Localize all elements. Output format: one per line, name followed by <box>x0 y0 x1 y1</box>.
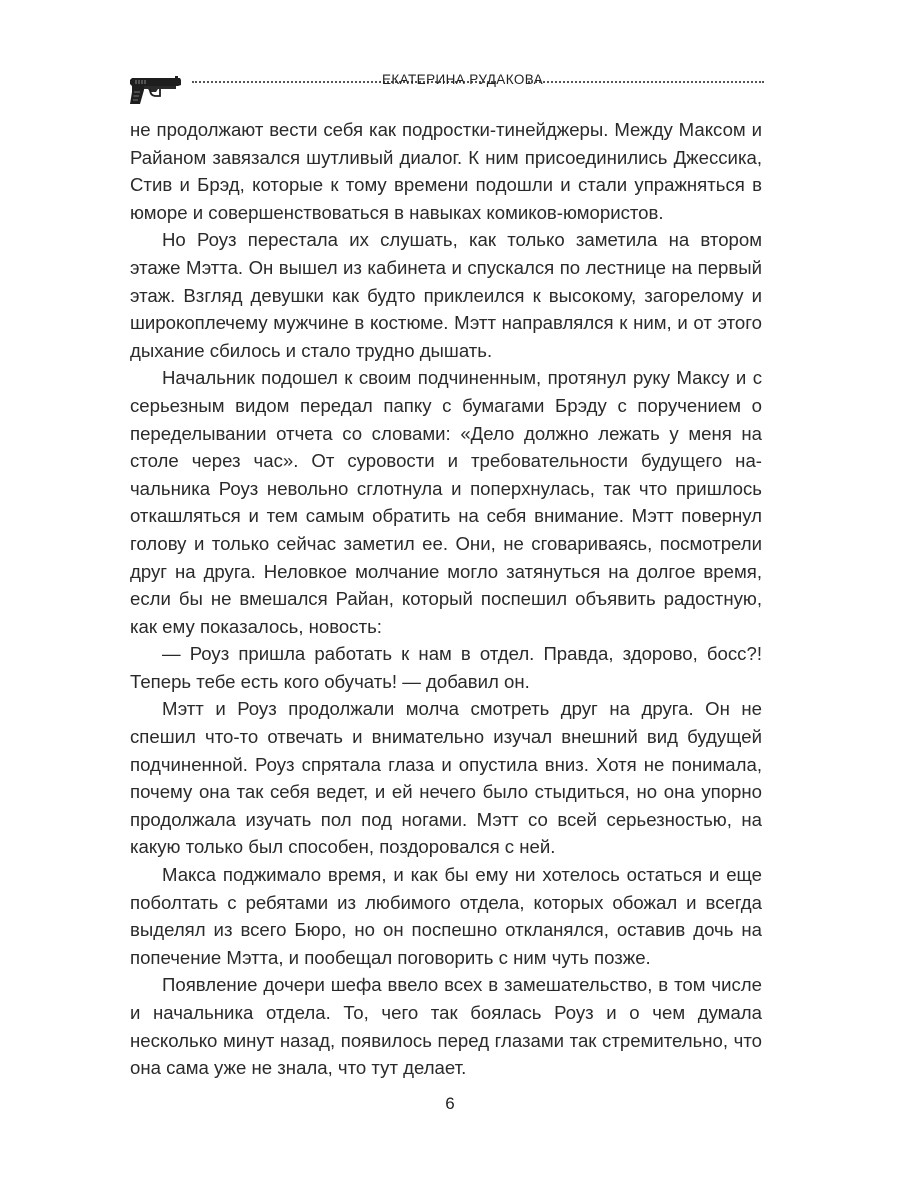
page-number: 6 <box>445 1094 455 1113</box>
paragraph: Появление дочери шефа ввело всех в замешательство, в том числе и начальника отдела. То, чего так боялась Роуз и о чем думала несколько минут назад, появилось перед глазами так стремительно, что она сама уже не знала, что тут делает. <box>130 974 762 1079</box>
pistol-icon <box>128 72 184 106</box>
paragraph: Мэтт и Роуз продолжали молча смотреть друг на друга. Он не спешил что-то отвечать и внимательно изучал внешний вид будущей подчиненной. Роуз спрятала глаза и опустила вниз. Хотя не понимала, почему она так себя ведет, и ей нечего было стыдиться, но она упорно продолжала изучать пол под ногами. Мэтт со всей серьезностью, на какую только был способен, поздоровался с ней. <box>130 698 762 858</box>
paragraph: Начальник подошел к своим подчиненным, протянул руку Максу и с серьезным видом передал папку с бумагами Брэду с поручением о переделывании отчета со словами: «Дело должно лежать у меня на столе через час». От суровости и требовательности будущего начальника Роуз невольно сглотнула и поперхнулась, так что пришлось откашляться и тем самым обратить на себя внимание. Мэтт повернул голову и только сейчас заметил ее. Они, не сговариваясь, посмотрели друг на друга. Неловкое молчание могло затянуться на долгое время, если бы не вмешался Райан, который поспешил объявить радостную, как ему показалось, новость: <box>130 367 762 637</box>
header-dotted-rule-right <box>528 81 764 83</box>
paragraph: — Роуз пришла работать к нам в отдел. Правда, здорово, босс?! Теперь тебе есть кого обучать! — добавил он. <box>130 643 762 692</box>
paragraph: Макса поджимало время, и как бы ему ни хотелось остаться и еще поболтать с ребятами из любимого отдела, которых обожал и всегда выделял из всего Бюро, но он поспешно откланялся, оставив дочь на попечение Мэтта, и пообещал поговорить с ним чуть позже. <box>130 864 762 968</box>
paragraph: Но Роуз перестала их слушать, как только заметила на втором этаже Мэтта. Он вышел из кабинета и спускался по лестнице на первый этаж. Взгляд девушки как будто приклеился к высокому, загорелому и широкоплечему мужчине в костюме. Мэтт направлялся к ним, и от этого дыхание сбилось и стало трудно дышать. <box>130 229 762 361</box>
running-head-author: ЕКАТЕРИНА РУДАКОВА <box>382 72 544 87</box>
body-text <box>130 116 762 1082</box>
paragraph: не продолжают вести себя как подростки-тинейджеры. Между Максом и Райаном завязался шутливый диалог. К ним присоединились Джессика, Стив и Брэд, которые к тому времени подошли и стали упражняться в юморе и совершенствоваться в навыках комиков-юмористов. <box>130 119 762 223</box>
running-header <box>128 68 764 108</box>
